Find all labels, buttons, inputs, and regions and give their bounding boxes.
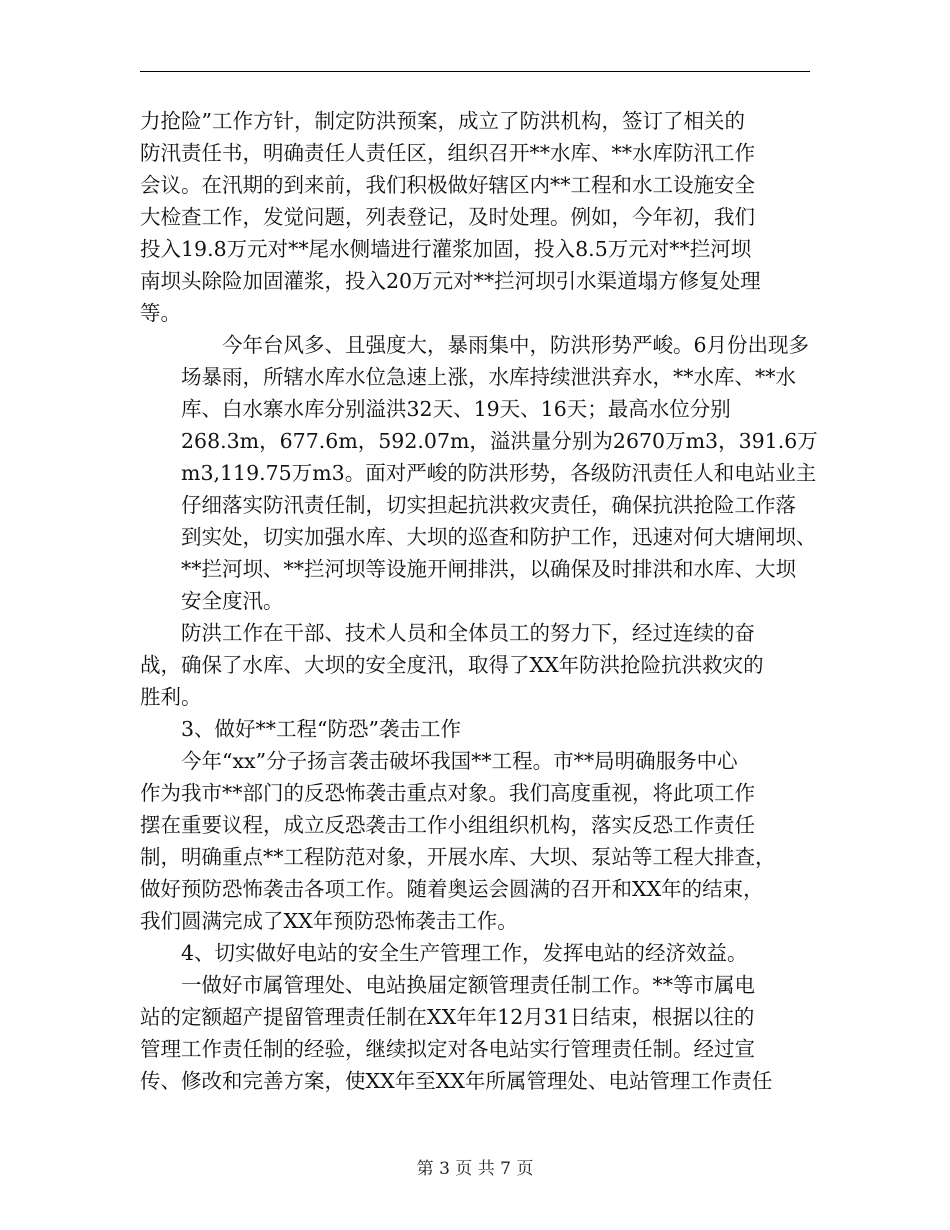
section-heading	[140, 713, 812, 745]
text-line: **拦河坝、**拦河坝等设施开闸排洪，以确保及时排洪和水库、大坝	[181, 557, 796, 581]
paragraph	[140, 617, 812, 713]
text-line: 南坝头除险加固灌浆，投入20万元对**拦河坝引水渠道塌方修复处理	[140, 269, 761, 293]
text-line: 会议。在汛期的到来前，我们积极做好辖区内**工程和水工设施安全	[140, 173, 755, 197]
text-line: 做好预防恐怖袭击各项工作。随着奥运会圆满的召开和XX年的结束，	[140, 877, 764, 901]
text-line: 一做好市属管理处、电站换届定额管理责任制工作。**等市属电	[181, 973, 755, 997]
text-line: 作为我市**部门的反恐怖袭击重点对象。我们高度重视，将此项工作	[140, 781, 755, 805]
text-line: 制，明确重点**工程防范对象，开展水库、大坝、泵站等工程大排查，	[140, 845, 776, 869]
text-line: 场暴雨，所辖水库水位急速上涨，水库持续泄洪弃水，**水库、**水	[181, 365, 796, 389]
paragraph	[140, 969, 812, 1097]
text-line: 站的定额超产提留管理责任制在XX年年12月31日结束，根据以往的	[140, 1005, 755, 1029]
paragraph	[140, 105, 812, 329]
text-line: 胜利。	[140, 685, 202, 709]
text-line: m3,119.75万m3。面对严峻的防洪形势，各级防汛责任人和电站业主	[181, 461, 817, 485]
text-line: 战，确保了水库、大坝的安全度汛，取得了XX年防洪抢险抗洪救灾的	[140, 653, 764, 677]
page-footer: 第 3 页 共 7 页	[416, 1159, 534, 1179]
paragraph	[140, 329, 818, 617]
text-line: 今年台风多、且强度大，暴雨集中，防洪形势严峻。6月份出现多	[222, 333, 810, 357]
text-line: 防汛责任书，明确责任人责任区，组织召开**水库、**水库防汛工作	[140, 141, 755, 165]
text-line: 268.3m，677.6m，592.07m，溢洪量分别为2670万m3，391.6万	[181, 429, 818, 453]
header-rule	[140, 71, 810, 72]
text-line: 安全度汛。	[181, 589, 284, 613]
text-line: 摆在重要议程，成立反恐袭击工作小组组织机构，落实反恐工作责任	[140, 813, 755, 837]
text-line: 等。	[140, 301, 181, 325]
text-line: 3、做好**工程“防恐”袭击工作	[181, 717, 462, 741]
text-line: 管理工作责任制的经验，继续拟定对各电站实行管理责任制。经过宣	[140, 1037, 755, 1061]
text-line: 大检查工作，发觉问题，列表登记，及时处理。例如，今年初，我们	[140, 205, 755, 229]
section-heading	[140, 937, 812, 969]
text-line: 4、切实做好电站的安全生产管理工作，发挥电站的经济效益。	[181, 941, 748, 965]
text-line: 防洪工作在干部、技术人员和全体员工的努力下，经过连续的奋	[181, 621, 755, 645]
text-line: 到实处，切实加强水库、大坝的巡查和防护工作，迅速对何大塘闸坝、	[181, 525, 817, 549]
text-line: 力抢险”工作方针，制定防洪预案，成立了防洪机构，签订了相关的	[140, 109, 745, 133]
paragraph	[140, 745, 812, 937]
text-line: 仔细落实防汛责任制，切实担起抗洪救灾责任，确保抗洪抢险工作落	[181, 493, 796, 517]
text-line: 库、白水寨水库分别溢洪32天、19天、16天；最高水位分别	[181, 397, 731, 421]
document-body	[140, 105, 818, 1097]
text-line: 传、修改和完善方案，使XX年至XX年所属管理处、电站管理工作责任	[140, 1069, 773, 1093]
text-line: 我们圆满完成了XX年预防恐怖袭击工作。	[140, 909, 518, 933]
text-line: 投入19.8万元对**尾水侧墙进行灌浆加固，投入8.5万元对**拦河坝	[140, 237, 752, 261]
text-line: 今年“xx”分子扬言袭击破坏我国**工程。市**局明确服务中心	[181, 749, 738, 773]
